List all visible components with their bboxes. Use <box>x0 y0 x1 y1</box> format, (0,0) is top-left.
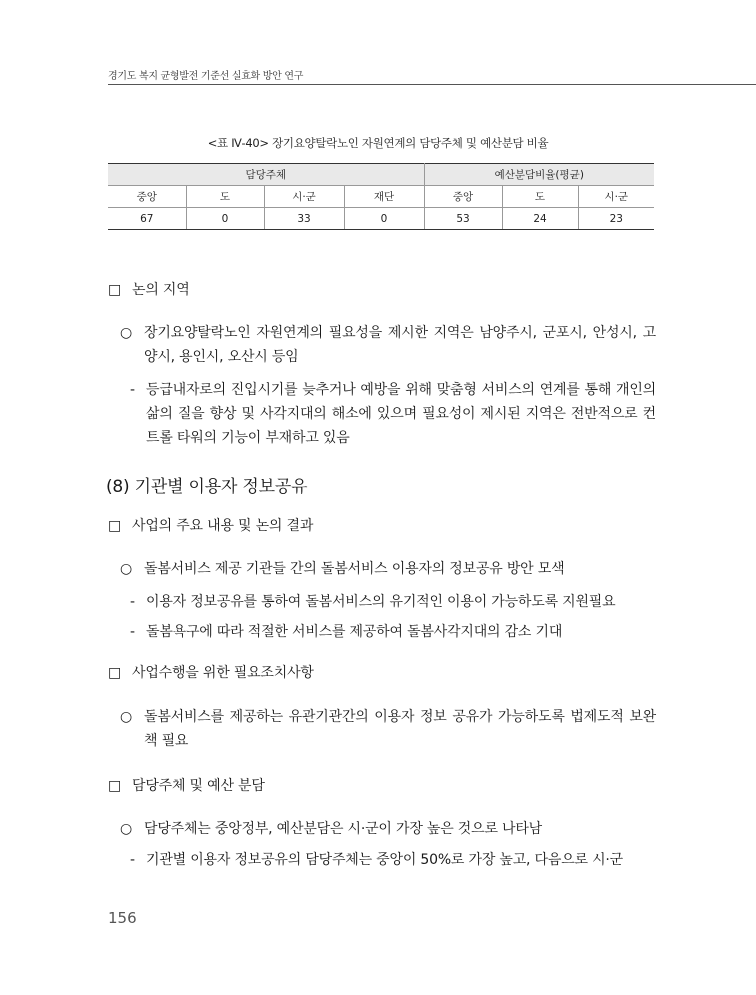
dash-bullet: - <box>130 624 135 640</box>
circle-bullet-item <box>120 817 656 841</box>
table-cell: 24 <box>502 208 578 230</box>
section-title-responsibility-budget <box>108 774 265 798</box>
circle-bullet: ○ <box>120 709 133 725</box>
table-cell: 0 <box>344 208 424 230</box>
section-title-main-content <box>108 514 313 538</box>
running-header: 경기도 복지 균형발전 기준선 실효화 방안 연구 <box>108 71 304 82</box>
column-header: 중앙 <box>108 186 186 208</box>
bullet-text: 장기요양탈락노인 자원연계의 필요성을 제시한 지역은 남양주시, 군포시, 안성시, 고양시, 용인시, 오산시 등임 <box>144 325 656 365</box>
square-bullet: □ <box>108 778 122 794</box>
column-header: 도 <box>186 186 264 208</box>
section-title-required-measures <box>108 661 314 685</box>
section-title-text: 논의 지역 <box>132 282 190 298</box>
square-bullet: □ <box>108 665 122 681</box>
bullet-text: 돌봄서비스 제공 기관들 간의 돌봄서비스 이용자의 정보공유 방안 모색 <box>144 561 565 577</box>
dash-bullet: - <box>130 852 135 868</box>
circle-bullet: ○ <box>120 561 133 577</box>
dash-bullet: - <box>130 382 135 398</box>
bullet-text: 등급내자로의 진입시기를 늦추거나 예방을 위해 맞춤형 서비스의 연계를 통해 개인의 삶의 질을 향상 및 사각지대의 해소에 있으며 필요성이 제시된 지역은 전반적으로 컨트롤 타워의 기능이 부재하고 있음 <box>146 382 656 446</box>
circle-bullet-item <box>120 321 656 369</box>
group-header-cell: 예산분담비율(평균) <box>424 164 654 186</box>
column-header: 중앙 <box>424 186 502 208</box>
column-header: 시·군 <box>578 186 654 208</box>
section-title-text: 사업수행을 위한 필요조치사항 <box>132 665 314 681</box>
section-title-text: 사업의 주요 내용 및 논의 결과 <box>132 518 314 534</box>
circle-bullet: ○ <box>120 325 133 341</box>
bullet-text: 돌봄서비스를 제공하는 유관기관간의 이용자 정보 공유가 가능하도록 법제도적 보완책 필요 <box>144 709 656 749</box>
section-title-text: 담당주체 및 예산 분담 <box>132 778 265 794</box>
bullet-text: 담당주체는 중앙정부, 예산분담은 시·군이 가장 높은 것으로 나타남 <box>144 821 542 837</box>
dash-bullet-item <box>130 848 656 872</box>
table-cell: 67 <box>108 208 186 230</box>
square-bullet: □ <box>108 518 122 534</box>
column-header: 시·군 <box>264 186 344 208</box>
section-title-discussion-region <box>108 278 190 302</box>
dash-bullet: - <box>130 594 135 610</box>
dash-bullet-item <box>130 620 656 644</box>
bullet-text: 기관별 이용자 정보공유의 담당주체는 중앙이 50%로 가장 높고, 다음으로 시·군 <box>146 852 623 868</box>
square-bullet: □ <box>108 282 122 298</box>
header-rule <box>108 84 756 85</box>
circle-bullet-item <box>120 557 656 581</box>
group-header-cell: 담당주체 <box>108 164 424 186</box>
bullet-text: 이용자 정보공유를 통하여 돌봄서비스의 유기적인 이용이 가능하도록 지원필요 <box>146 594 616 610</box>
column-header: 도 <box>502 186 578 208</box>
data-table <box>108 163 654 230</box>
table-row <box>108 208 654 230</box>
table-cell: 23 <box>578 208 654 230</box>
section-heading-8: (8) 기관별 이용자 정보공유 <box>106 477 308 497</box>
table-cell: 33 <box>264 208 344 230</box>
column-header: 재단 <box>344 186 424 208</box>
table-cell: 53 <box>424 208 502 230</box>
bullet-text: 돌봄욕구에 따라 적절한 서비스를 제공하여 돌봄사각지대의 감소 기대 <box>146 624 563 640</box>
dash-bullet-item <box>130 378 656 450</box>
circle-bullet: ○ <box>120 821 133 837</box>
table-column-header-row <box>108 186 654 208</box>
table-cell: 0 <box>186 208 264 230</box>
table-caption: <표 Ⅳ-40> 장기요양탈락노인 자원연계의 담당주체 및 예산분담 비율 <box>207 136 549 150</box>
table-group-header-row <box>108 164 654 186</box>
circle-bullet-item <box>120 705 656 753</box>
dash-bullet-item <box>130 590 656 614</box>
page-number: 156 <box>108 909 137 927</box>
